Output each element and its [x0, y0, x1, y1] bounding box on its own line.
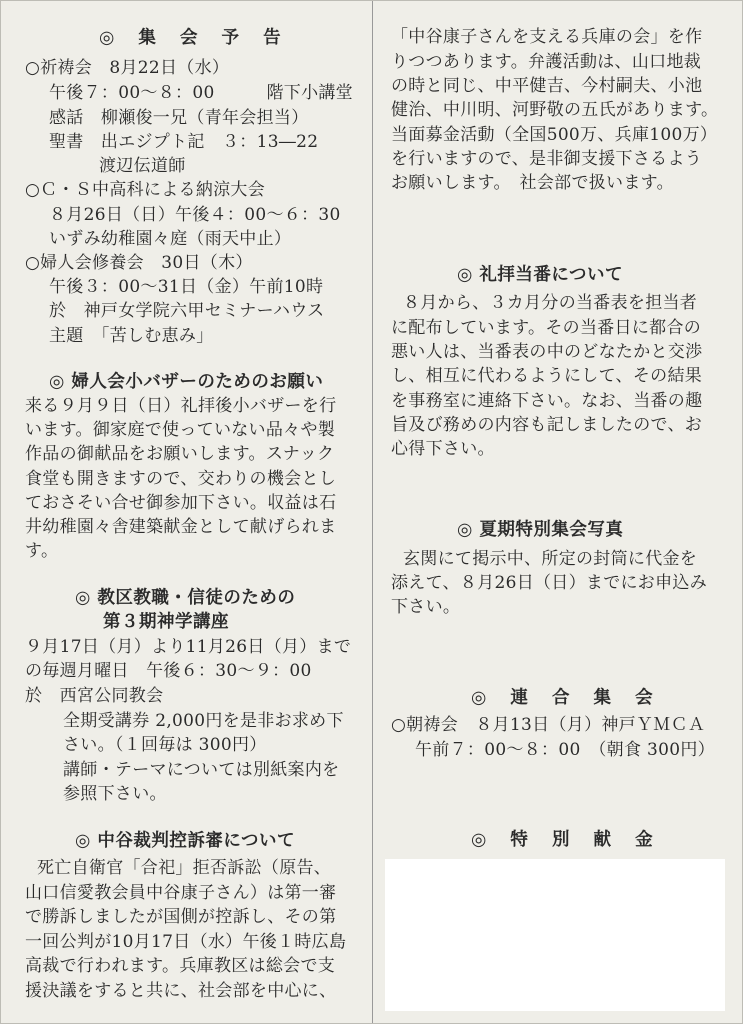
seminary-line: 於 西宮公同教会: [25, 686, 164, 706]
appeal-cont-line: 当面募金活動（全国500万、兵庫100万）: [391, 125, 718, 145]
offering-heading: ◎ 特 別 献 金: [471, 830, 662, 850]
seminary-line: 講師・テーマについては別紙案内を: [63, 760, 340, 780]
appeal-line: 援決議をすると共に、社会部を中心に、: [25, 981, 337, 1001]
joint-line: ○朝祷会 ８月13日（月）神戸ＹＭＣＡ: [391, 715, 706, 735]
blank-area: [385, 859, 725, 1011]
duty-line: し、相互に代わるようにして、その結果: [391, 366, 703, 386]
left-column: [25, 1, 361, 1023]
appeal-cont-line: 健治、中川明、河野敬の五氏があります。: [391, 100, 719, 120]
photos-line: 下さい。: [391, 597, 461, 617]
seminary-subheading: 第３期神学講座: [103, 612, 229, 632]
seminary-line: さい。（１回毎は 300円）: [63, 735, 267, 755]
event-line: いずみ幼稚園々庭（雨天中止）: [49, 229, 292, 249]
duty-line: ８月から、３カ月分の当番表を担当者: [403, 293, 698, 313]
appeal-cont-line: 「中谷康子さんを支える兵庫の会」を作: [391, 27, 703, 47]
bazaar-line: 井幼稚園々舎建築献金として献げられま: [25, 517, 337, 537]
duty-line: 悪い人は、当番表の中のどなたかと交渉: [391, 342, 703, 362]
event-line: ○婦人会修養会 30日（木）: [25, 253, 253, 273]
appeal-cont-line: の時と同じ、中平健吉、今村嗣夫、小池: [391, 76, 703, 96]
duty-heading: ◎ 礼拝当番について: [457, 265, 624, 285]
event-line: 主題 「苦しむ恵み」: [49, 326, 214, 346]
event-line: 午後７：00～８：00 階下小講堂: [49, 83, 353, 103]
event-line: 聖書 出エジプト記 ３：13―22: [49, 132, 319, 152]
event-line: ○祈祷会 8月22日（水）: [25, 58, 230, 78]
event-line: ○Ｃ・Ｓ中高科による納涼大会: [25, 180, 266, 200]
appeal-line: 一回公判が10月17日（水）午後１時広島: [25, 932, 347, 952]
event-line: 渡辺伝道師: [99, 156, 186, 176]
appeal-line: 死亡自衛官「合祀」拒否訴訟（原告、: [37, 858, 332, 878]
appeal-cont-line: りつつあります。弁護活動は、山口地裁: [391, 52, 702, 72]
appeal-heading: ◎ 中谷裁判控訴審について: [75, 831, 296, 851]
event-line: 感話 柳瀬俊一兄（青年会担当）: [49, 108, 309, 128]
seminary-line: 参照下さい。: [63, 784, 167, 804]
appeal-cont-line: お願いします。 社会部で扱います。: [391, 173, 674, 193]
bazaar-line: 来る９月９日（日）礼拝後小バザーを行: [25, 396, 337, 416]
seminary-line: ９月17日（月）より11月26日（月）まで: [25, 637, 352, 657]
event-line: 午後３：00～31日（金）午前10時: [49, 277, 324, 297]
bazaar-line: 作品の御献品をお願いします。スナック: [25, 444, 335, 464]
photos-heading: ◎ 夏期特別集会写真: [457, 520, 624, 540]
duty-line: に配布しています。その当番日に都合の: [391, 318, 702, 338]
bazaar-line: 食堂も開きますので、交わりの機会とし: [25, 469, 337, 489]
appeal-cont-line: を行いますので、是非御支援下さるよう: [391, 149, 703, 169]
seminary-line: 全期受講券 2,000円を是非お求め下: [63, 711, 344, 731]
duty-line: 旨及び務めの内容も記しましたので、お: [391, 415, 703, 435]
event-line: ８月26日（日）午後４：00～６：30: [49, 205, 341, 225]
bazaar-heading: ◎ 婦人会小バザーのためのお願い: [49, 372, 324, 392]
appeal-line: 高裁で行われます。兵庫教区は総会で支: [25, 956, 336, 976]
bazaar-line: す。: [25, 541, 59, 561]
bazaar-line: います。御家庭で使っていない品々や製: [25, 420, 336, 440]
duty-line: を事務室に連絡下さい。なお、当番の趣: [391, 391, 703, 411]
bazaar-line: ておさそい合せ御参加下さい。収益は石: [25, 493, 337, 513]
appeal-line: 山口信愛教会員中谷康子さん）は第一審: [25, 883, 337, 903]
photos-line: 玄関にて掲示中、所定の封筒に代金を: [403, 549, 698, 569]
seminary-line: の毎週月曜日 午後６：30～９：00: [25, 661, 312, 681]
seminary-heading: ◎ 教区教職・信徒のための: [75, 588, 296, 608]
joint-line: 午前７：00～８：00 （朝食 300円）: [415, 740, 715, 760]
event-line: 於 神戸女学院六甲セミナーハウス: [49, 301, 325, 321]
photos-line: 添えて、８月26日（日）までにお申込み: [391, 573, 707, 593]
column-divider: [372, 1, 373, 1023]
joint-heading: ◎ 連 合 集 会: [471, 688, 662, 708]
appeal-line: で勝訴しましたが国側が控訴し、その第: [25, 907, 337, 927]
duty-line: 心得下さい。: [391, 439, 495, 459]
events-heading: ◎ 集 会 予 告: [99, 28, 290, 48]
